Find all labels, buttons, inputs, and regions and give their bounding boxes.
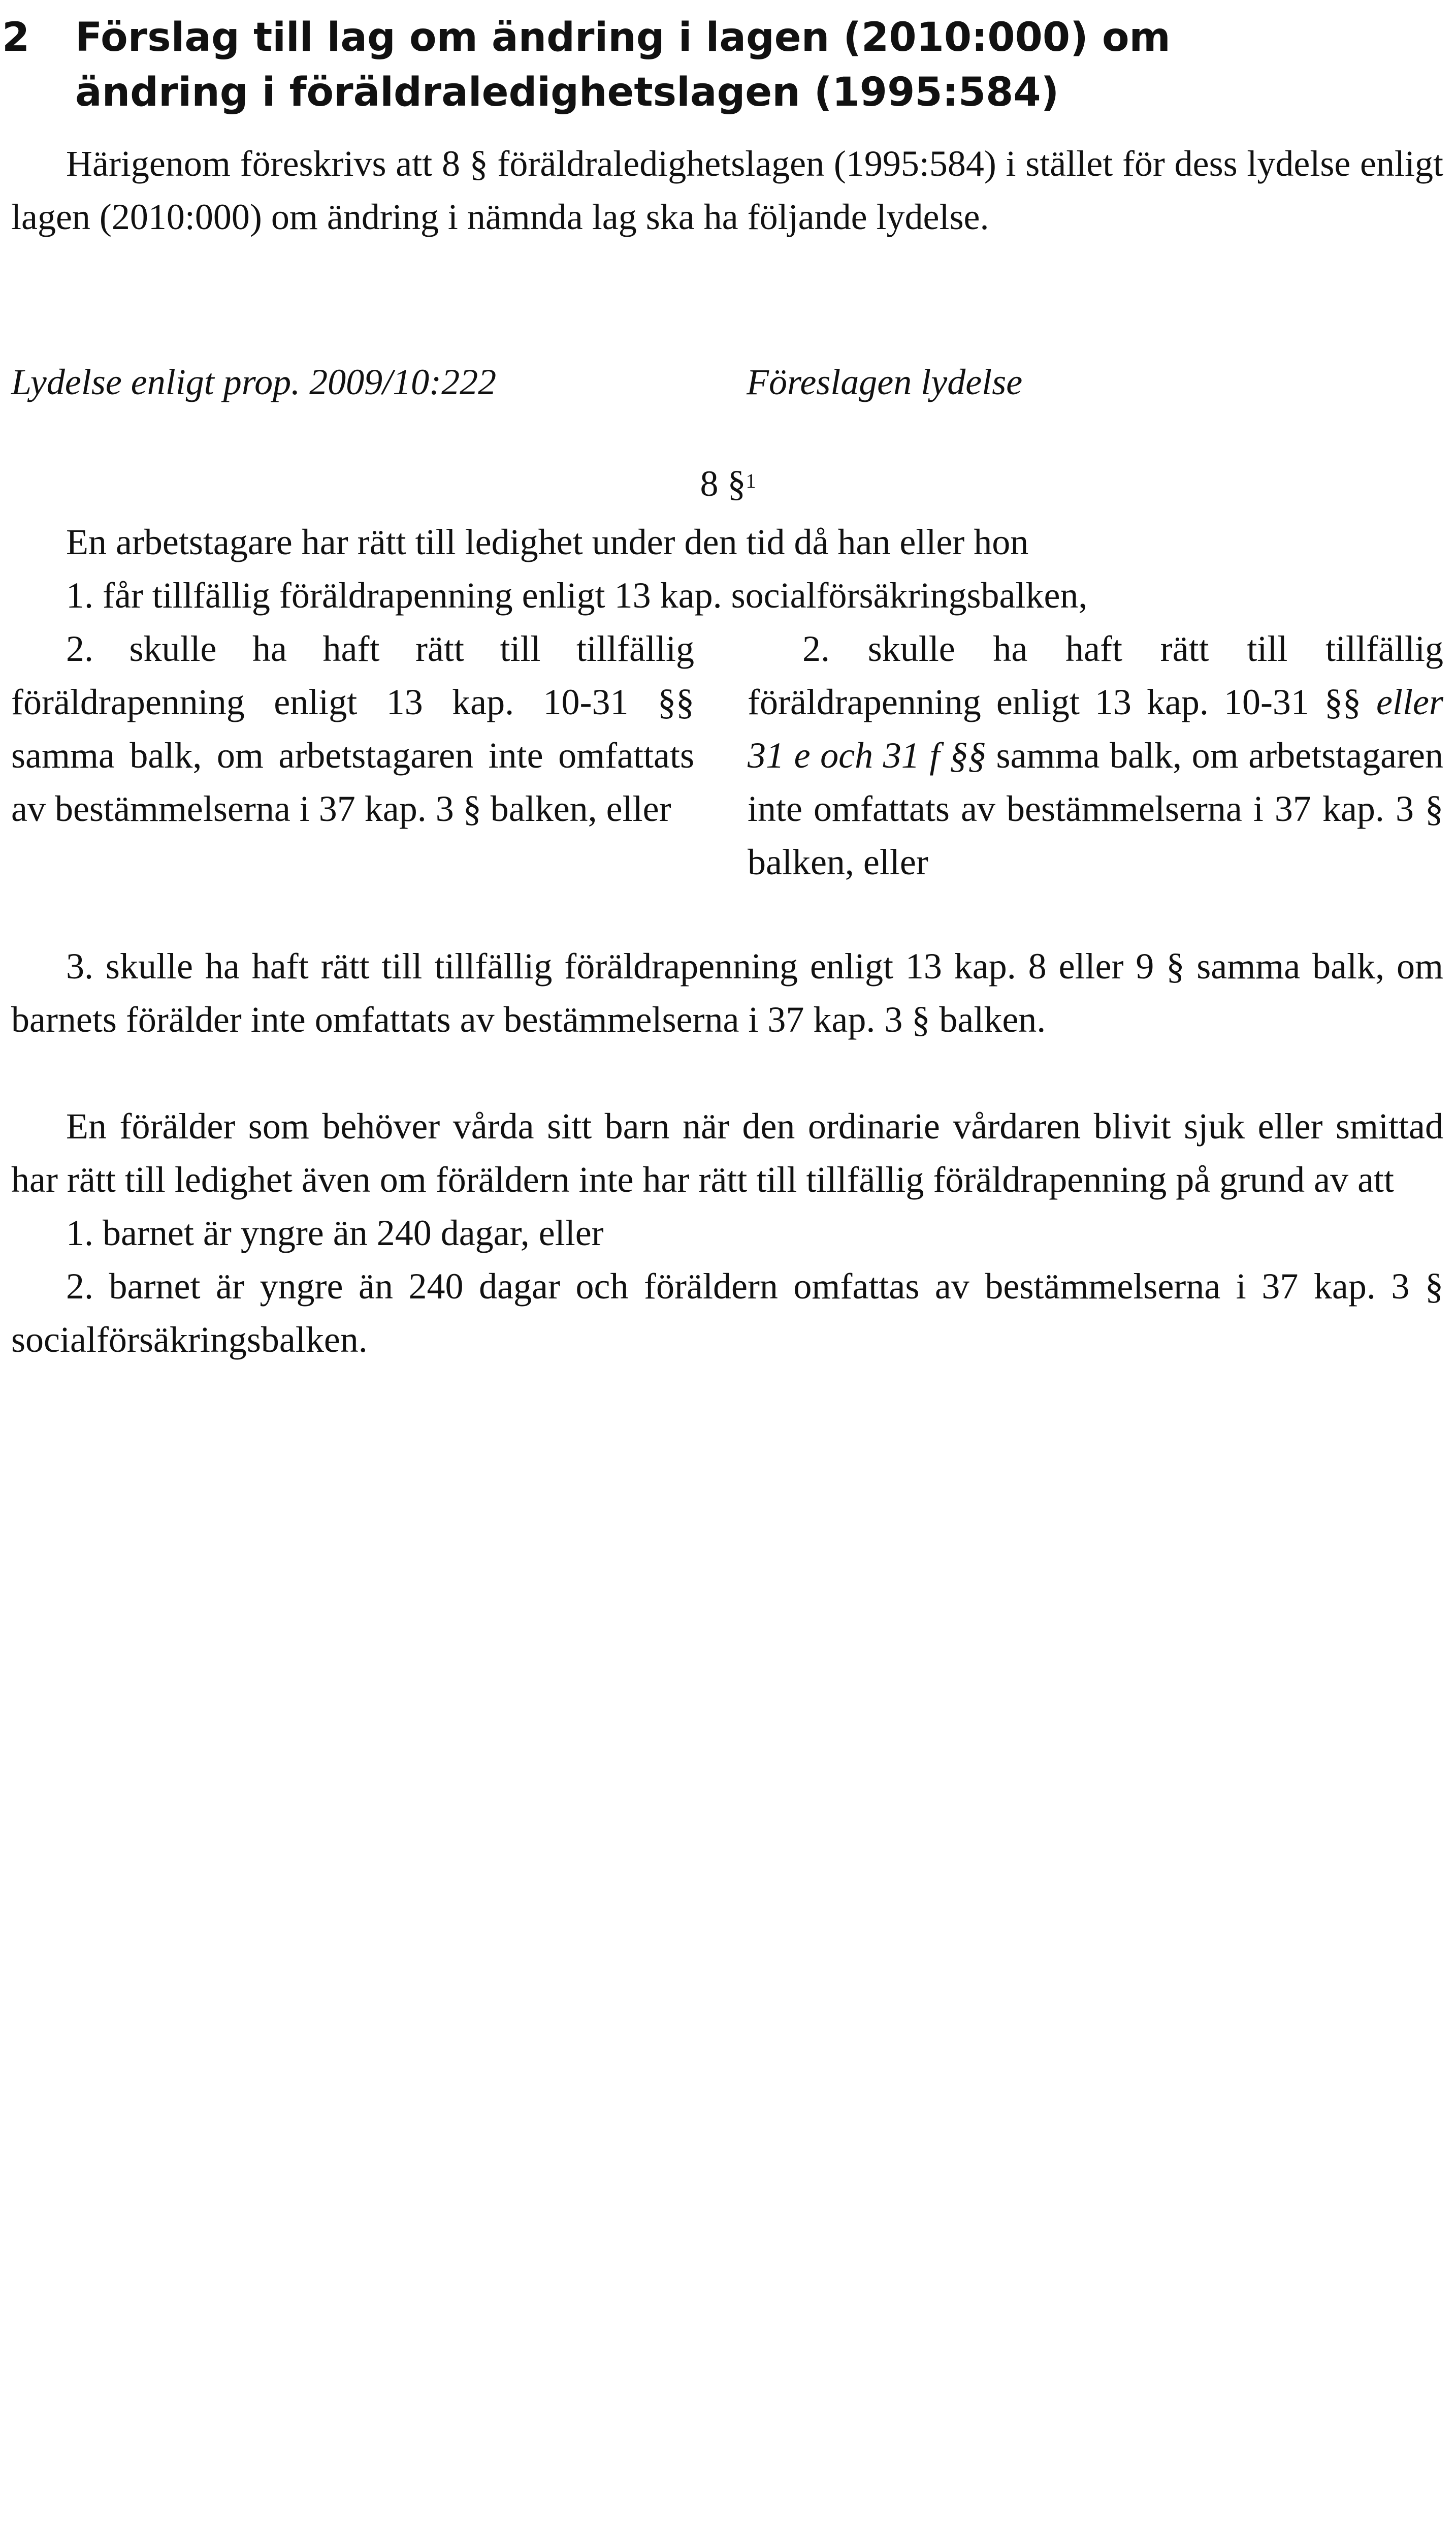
item-1-text: 1. får tillfällig föräldrapenning enligt 13 kap. socialförsäkringsbalken, <box>66 575 1088 616</box>
footnote-reference[interactable]: 1 <box>746 469 756 492</box>
item-3-text: 3. skulle ha haft rätt till tillfällig föräldrapenning enligt 13 kap. 8 eller 9 § samma balk, om barnets förälder inte omfattats av bestämmelserna i 37 kap. 3 § balken. <box>11 946 1443 1040</box>
heading-title-line-2: ändring i föräldraledighetslagen (1995:584) <box>75 70 1059 115</box>
heading-title <box>75 10 1396 120</box>
proposed-wording-label: Föreslagen lydelse <box>747 362 1023 402</box>
proposed-wording-column <box>748 622 1443 889</box>
section-heading <box>0 457 1456 511</box>
list-item: 2. barnet är yngre än 240 dagar och föräldern omfattas av bestämmelserna i 37 kap. 3 § socialförsäkringsbalken. <box>11 1266 1443 1360</box>
item-2-proposed-after: samma balk, om arbetstagaren inte omfattats av bestämmelserna i 37 kap. 3 § balken, eller <box>748 735 1443 882</box>
intro-text: Härigenom föreskrivs att 8 § föräldraledighetslagen (1995:584) i stället för dess lydelse enligt lagen (2010:000) om ändring i nämnda lag ska ha följande lydelse. <box>11 143 1443 237</box>
item-2-current: 2. skulle ha haft rätt till tillfällig föräldrapenning enligt 13 kap. 10-31 §§ samma balk, om arbetstagaren inte omfattats av bestämmelserna i 37 kap. 3 § balken, eller <box>11 628 694 829</box>
item-2-proposed <box>748 622 1443 889</box>
paragraph-2-text: En förälder som behöver vårda sitt barn när den ordinarie vårdaren blivit sjuk eller smittad har rätt till ledighet även om föräldern inte har rätt till tillfällig föräldrapenning på grund av att <box>11 1106 1443 1200</box>
intro-paragraph <box>11 137 1443 244</box>
item-2-proposed-change: eller 31 e och 31 f §§ <box>748 682 1443 776</box>
list-item: 1. barnet är yngre än 240 dagar, eller <box>66 1213 604 1253</box>
item-3 <box>11 940 1443 1046</box>
current-wording-column <box>11 622 694 836</box>
paragraph-1-text: En arbetstagare har rätt till ledighet under den tid då han eller hon <box>66 522 1029 562</box>
item-2-proposed-before: 2. skulle ha haft rätt till tillfällig föräldrapenning enligt 13 kap. 10-31 §§ <box>748 628 1443 722</box>
heading-title-line-1: Förslag till lag om ändring i lagen (2010:000) om <box>75 15 1171 60</box>
paragraph-1 <box>11 516 1443 622</box>
paragraph-2 <box>11 1100 1443 1367</box>
heading-number: 2 <box>2 15 30 60</box>
current-wording-label: Lydelse enligt prop. 2009/10:222 <box>11 362 497 402</box>
section-number: 8 § <box>700 463 746 504</box>
